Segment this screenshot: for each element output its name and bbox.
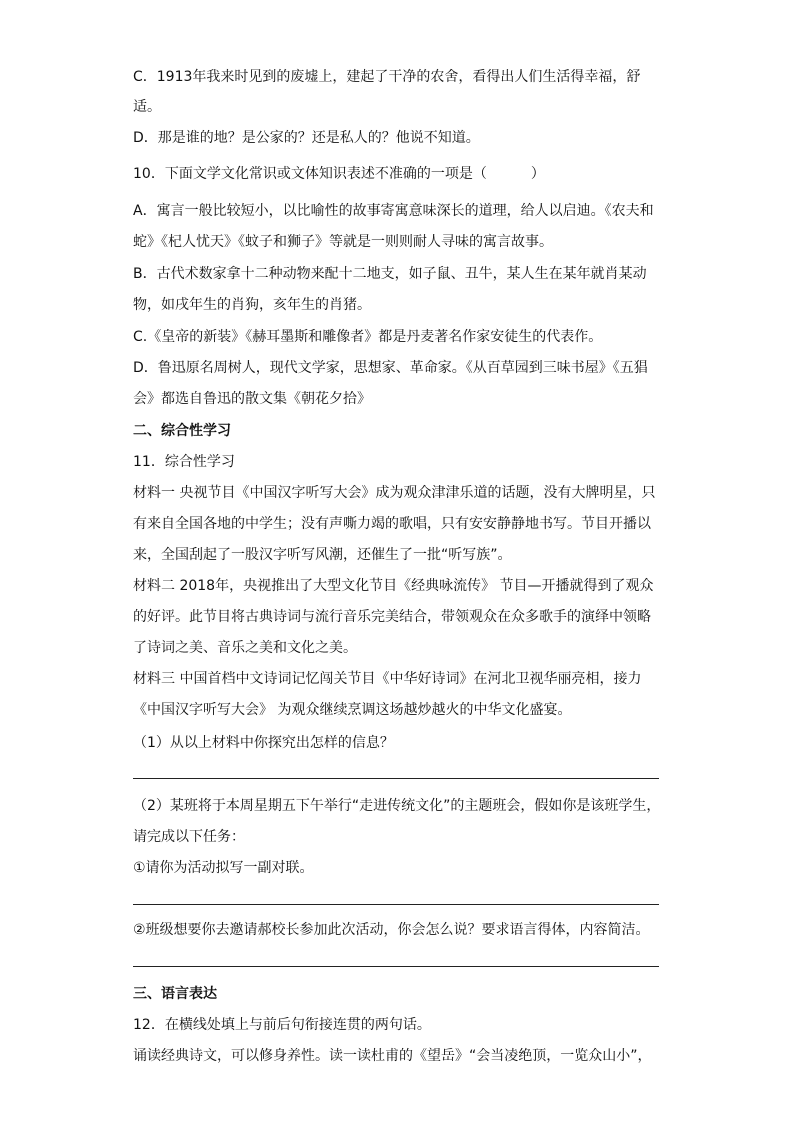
q10-stem-before: 10．下面文学文化常识或文体知识表述不准确的一项是（: [133, 166, 487, 182]
material1-line3: 来，全国刮起了一股汉字听写风潮，还催生了一批“听写族”。: [133, 547, 512, 563]
q11-sub2-line2: 请完成以下任务：: [133, 829, 245, 845]
material2-line3: 了诗词之美、音乐之美和文化之美。: [133, 640, 357, 656]
material2-line1: 材料二 2018年，央视推出了大型文化节目《经典咏流传》 节目—开播就得到了观众: [133, 578, 654, 594]
section3-heading: 三、语言表达: [133, 986, 217, 1002]
q11-task2: ②班级想要你去邀请郝校长参加此次活动，你会怎么说？要求语言得体，内容简洁。: [133, 922, 650, 938]
q10-stem: [133, 164, 545, 184]
q10-stem-after: ）: [530, 166, 545, 182]
q11-task1: ①请你为活动拟写一副对联。: [133, 860, 314, 876]
q10-option-a-line2: 蛇》《杞人忧天》《蚊子和狮子》等就是一则则耐人寻味的寓言故事。: [133, 234, 553, 250]
material3-line1: 材料三 中国首档中文诗词记忆闯关节目《中华好诗词》在河北卫视华丽亮相，接力: [133, 671, 642, 687]
q10-option-b-line1: B．古代术数家拿十二种动物来配十二地支，如子鼠、丑牛，某人生在某年就肖某动: [133, 266, 647, 282]
material1-line1: 材料一 央视节目《中国汉字听写大会》成为观众津津乐道的话题，没有大牌明星，只: [133, 485, 656, 501]
q9-option-c-line1: C．1913年我来时见到的废墟上，建起了干净的农舍，看得出人们生活得幸福，舒: [133, 69, 641, 85]
answer-line-task2[interactable]: [133, 966, 659, 967]
material1-line2: 有来自全国各地的中学生；没有声嘶力竭的歌唱，只有安安静静地书写。节目开播以: [133, 516, 651, 532]
q11-sub1: （1）从以上材料中你探究出怎样的信息？: [133, 735, 394, 751]
q10-option-b-line2: 物，如戌年生的肖狗，亥年生的肖猪。: [133, 297, 371, 313]
material2-line2: 的好评。此节目将古典诗词与流行音乐完美结合，带领观众在众多歌手的演绎中领略: [133, 609, 651, 625]
q12-title: 12．在横线处填上与前后句衔接连贯的两句话。: [133, 1017, 431, 1033]
q9-option-c-line2: 适。: [133, 99, 161, 115]
q12-text: 诵读经典诗文，可以修身养性。读一读杜甫的《望岳》“会当凌绝顶，一览众山小”，: [133, 1048, 652, 1064]
q11-sub2-line1: （2）某班将于本周星期五下午举行“走进传统文化”的主题班会，假如你是该班学生，: [133, 798, 661, 814]
q10-option-d-line1: D．鲁迅原名周树人，现代文学家，思想家、革命家。《从百草园到三味书屋》《五猖: [133, 360, 648, 376]
answer-line-task1[interactable]: [133, 904, 659, 905]
material3-line2: 《中国汉字听写大会》 为观众继续烹调这场越炒越火的中华文化盛宴。: [133, 702, 572, 718]
q10-option-c: C.《皇帝的新装》《赫耳墨斯和雕像者》都是丹麦著名作家安徒生的代表作。: [133, 329, 603, 345]
q11-title: 11．综合性学习: [133, 454, 235, 470]
q9-option-d: D．那是谁的地？是公家的？还是私人的？他说不知道。: [133, 130, 480, 146]
q10-option-a-line1: A．寓言一般比较短小，以比喻性的故事寄寓意味深长的道理，给人以启迪。《农夫和: [133, 203, 654, 219]
section2-heading: 二、综合性学习: [133, 423, 231, 439]
answer-line-sub1[interactable]: [133, 778, 659, 779]
q10-option-d-line2: 会》都选自鲁迅的散文集《朝花夕拾》: [133, 391, 371, 407]
